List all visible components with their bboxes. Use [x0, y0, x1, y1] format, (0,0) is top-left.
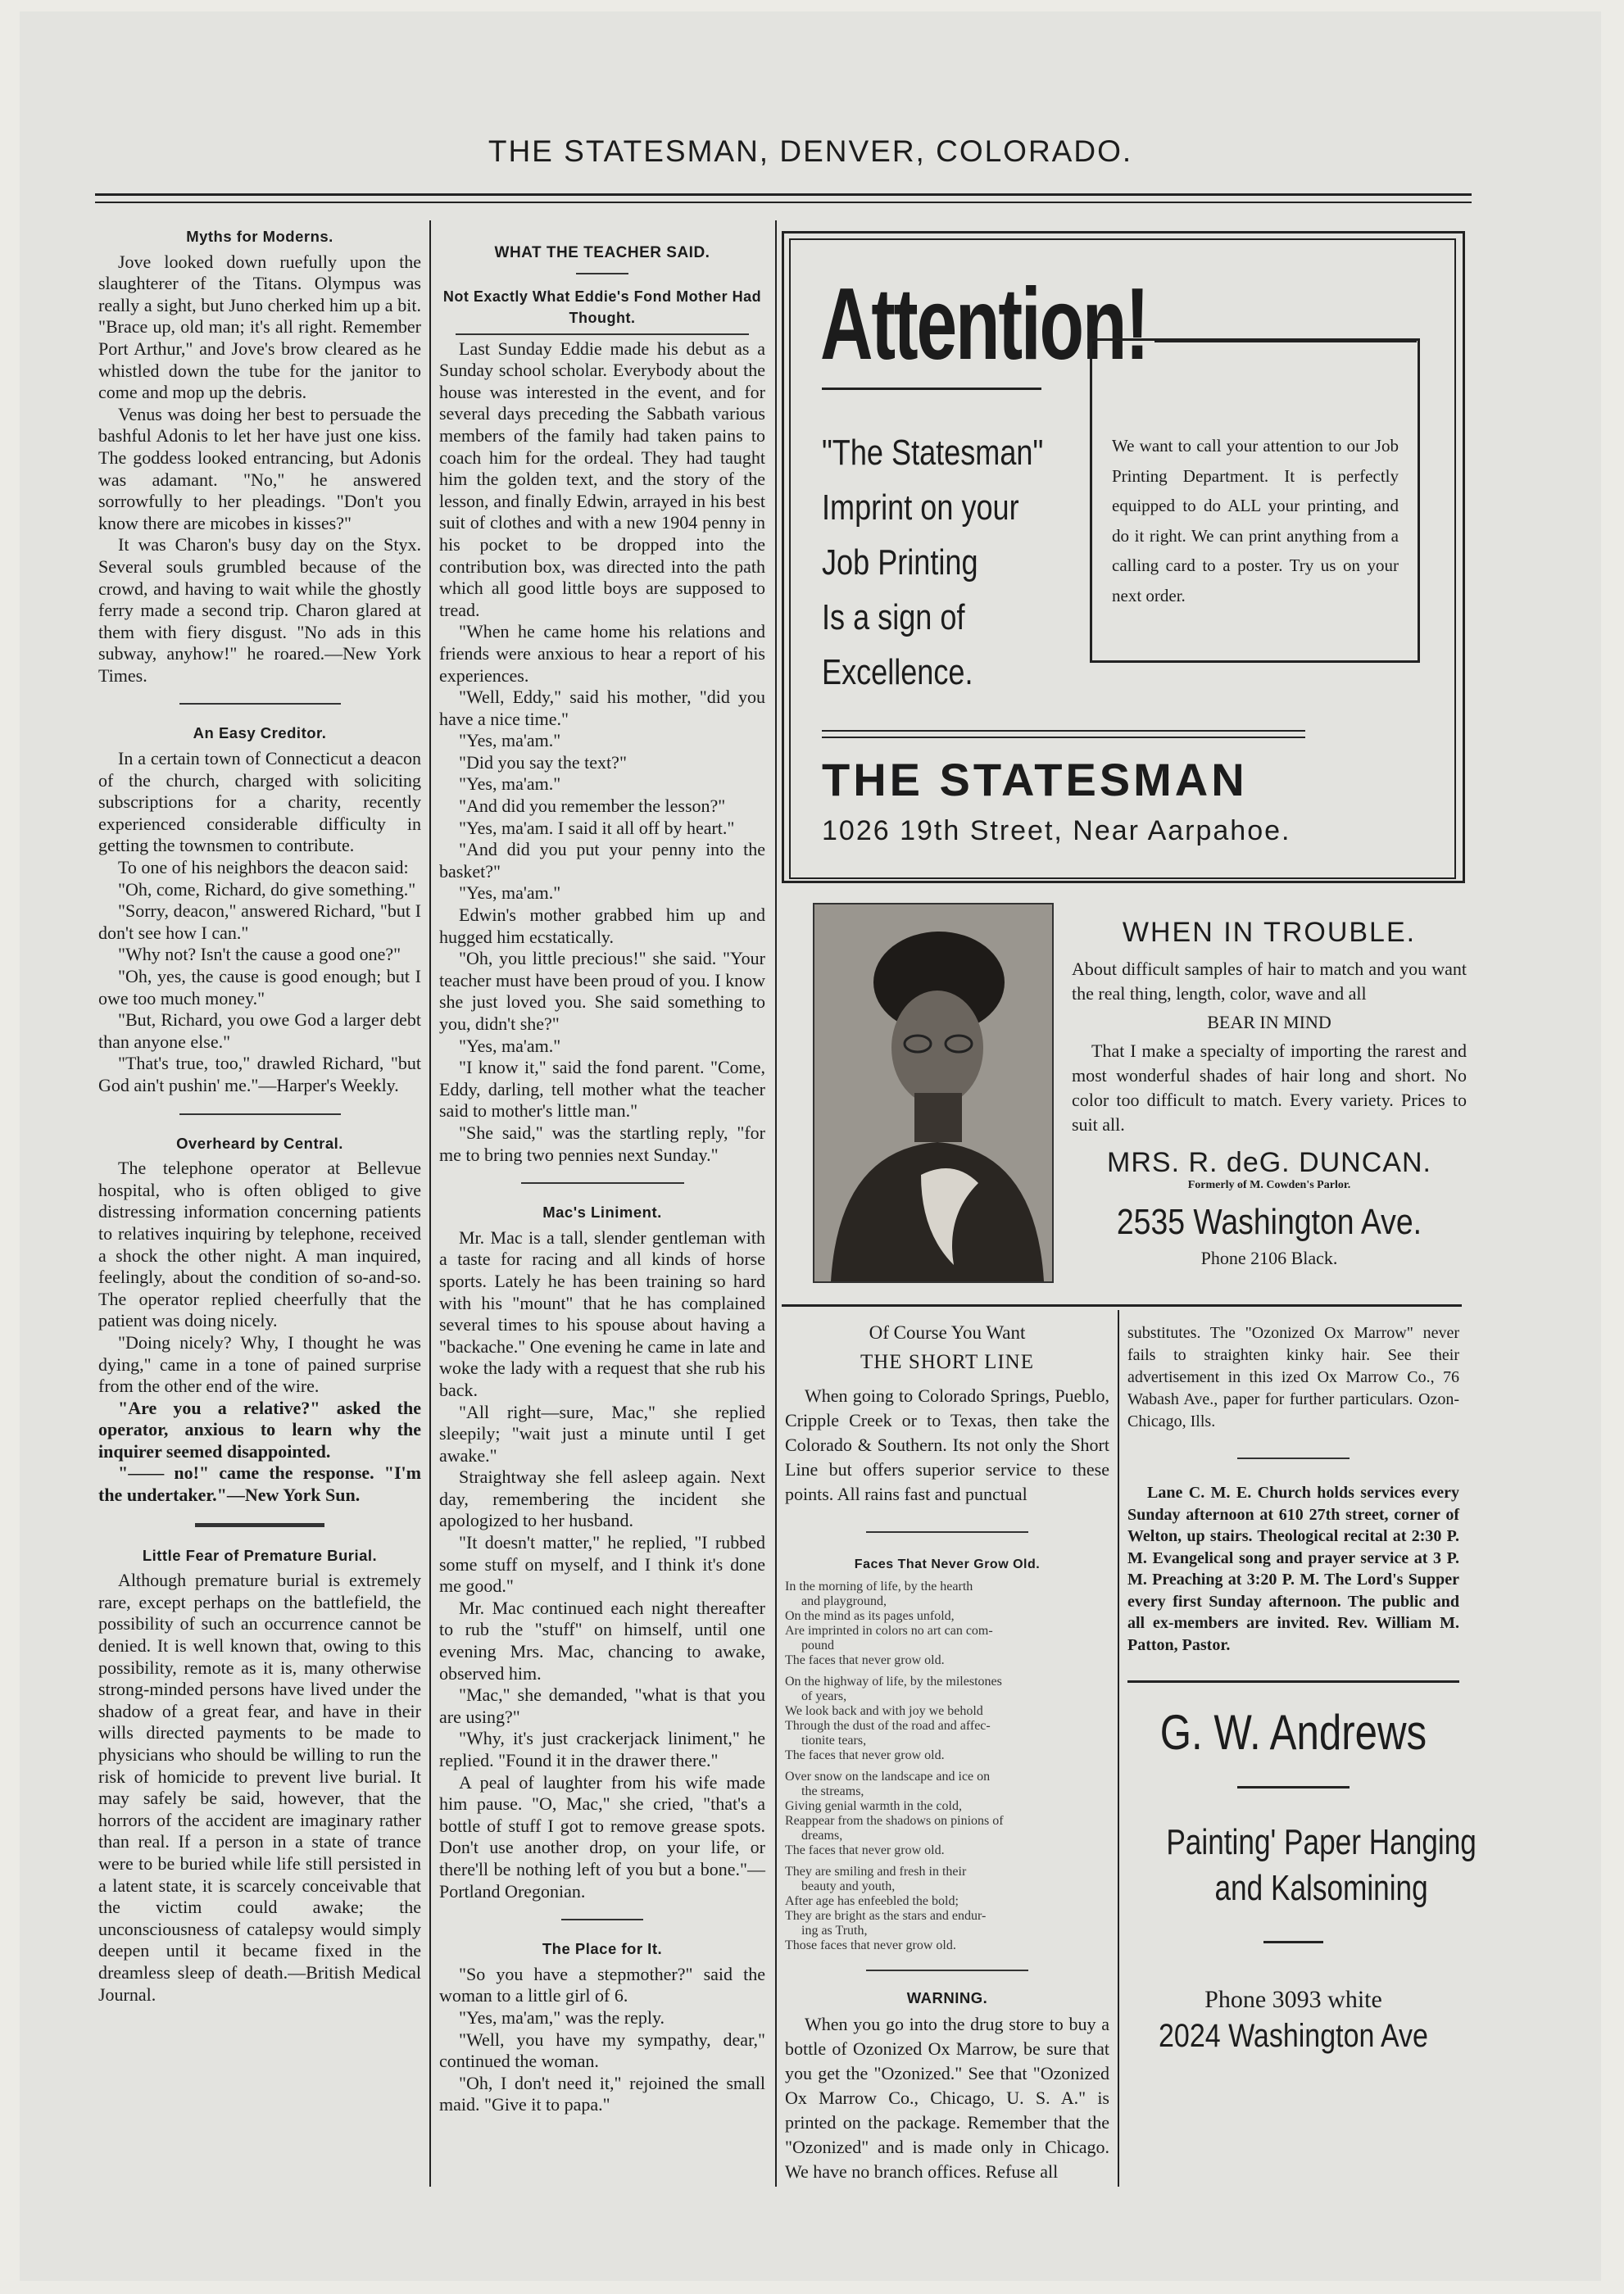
separator: [521, 1182, 684, 1184]
separator: [456, 333, 749, 335]
ad-headline: Attention!: [820, 268, 1148, 381]
separator: [576, 273, 628, 274]
name-rule-2: [822, 737, 1305, 738]
tagline-line: Excellence.: [822, 652, 973, 692]
headline-underline: [822, 388, 1041, 390]
rule: [1263, 1941, 1323, 1943]
shortline-body: When going to Colorado Springs, Pueblo, Cripple Creek or to Texas, then take the Colorado & Southern. Its not only the Short Line but offers superior service to these points. All rains fast and punctual: [785, 1385, 1109, 1504]
poem-line: dreams,: [801, 1828, 843, 1843]
duncan-ad: [1060, 917, 1478, 1269]
separator: [1237, 1458, 1350, 1459]
column-2: [439, 243, 765, 2116]
column-1: [98, 226, 421, 2006]
duncan-body: That I make a specialty of importing the rarest and most wonderful shades of hair long and short. No color too difficult to match. Every variety. Prices to suit all.: [1072, 1040, 1467, 1135]
paragraph: Last Sunday Eddie made his debut as a Sunday school scholar. Everybody about the house was interested in the event, and for several days preceding the Sabbath various members of the family had taken pains to coach him for the ordeal. They had taught him the golden text, and the story of the lesson, and finally Edwin, arrayed in his best suit of clothes and with a new 1904 penny in his pocket to be dropped into the contribution box, was directed into the path which all good little boys are supposed to tread.: [439, 338, 765, 620]
shortline-heading: Of Course You Want: [869, 1322, 1026, 1343]
ozonized-text: substitutes. The "Ozonized Ox Marrow" never fails to straighten kinky hair. See their advertisement in this ized Ox Marrow Co., 76 Wabash Ave., paper for further particulars. Ozon- Chicago, Ills.: [1127, 1324, 1459, 1430]
poem-line: On the mind as its pages unfold,: [785, 1608, 955, 1623]
paragraph: "I know it," said the fond parent. "Come, Eddy, darling, tell mother what the teacher said to mother's little man.": [439, 1057, 765, 1122]
paragraph: "Well, you have my sympathy, dear," continued the woman.: [439, 2029, 765, 2072]
andrews-ad: [1127, 1705, 1477, 2055]
article-title: Mac's Liniment.: [542, 1204, 662, 1222]
duncan-phone: Phone 2106 Black.: [1200, 1248, 1338, 1268]
rule: [1237, 1786, 1350, 1789]
paragraph: "Are you a relative?" asked the operator, anxious to learn why the inquirer seemed disappointed.: [98, 1397, 421, 1462]
paragraph: "Well, Eddy," said his mother, "did you have a nice time.": [439, 687, 765, 729]
paragraph: "When he came home his relations and friends were anxious to hear a report of his experiences.: [439, 621, 765, 686]
paragraph: "Oh, come, Richard, do give something.": [118, 878, 416, 900]
paragraph: "And did you put your penny into the basket?": [439, 839, 765, 882]
poem-line: beauty and youth,: [801, 1879, 896, 1893]
poem-title: Faces That Never Grow Old.: [854, 1557, 1041, 1571]
paragraph: Jove looked down ruefully upon the slaughterer of the Titans. Olympus was really a sight, but Juno cherked him up a bit. "Brace up, old man; it's all right. Remember Port Arthur," and Jove's brow cleared as he whistled down the tube for the janitor to come and mop up the debris.: [98, 251, 421, 403]
poem-line: Over snow on the landscape and ice on: [785, 1769, 991, 1784]
andrews-phone: Phone 3093 white: [1204, 1985, 1382, 2013]
separator: [179, 1113, 341, 1115]
paragraph: The telephone operator at Bellevue hospital, who is often obliged to give distressing information concerning patients to relatives inquiring by telephone, received a shock the other night. A man inquired, feelingly, about the condition of so-and-so. The operator replied cheerfully that the patient was doing nicely.: [98, 1158, 421, 1331]
poem-line: of years,: [801, 1689, 847, 1703]
paragraph: "It doesn't matter," he replied, "I rubbed some stuff on myself, and I think it's done me good.": [439, 1532, 765, 1597]
poem-line: We look back and with joy we behold: [785, 1703, 983, 1718]
paragraph: "Why not? Isn't the cause a good one?": [118, 944, 401, 965]
column-3-lower: [785, 1318, 1109, 2184]
poem-line: The faces that never grow old.: [785, 1843, 945, 1857]
duncan-address: 2535 Washington Ave.: [1116, 1202, 1422, 1242]
column-divider-2: [775, 220, 777, 2187]
shortline-title: THE SHORT LINE: [860, 1351, 1035, 1373]
separator: [561, 1919, 643, 1920]
paragraph: "Did you say the text?": [459, 751, 627, 773]
trade-line: and Kalsomining: [1214, 1867, 1428, 1908]
separator: [866, 1970, 1028, 1971]
poem-line: ing as Truth,: [801, 1923, 868, 1938]
ornament-separator: [195, 1523, 324, 1527]
newspaper-page: [20, 11, 1601, 2281]
paragraph: "Yes, ma'am.": [459, 1035, 561, 1056]
paragraph: Although premature burial is extremely rare, except perhaps on the battlefield, the possibility of such an occurrence cannot be denied. It is well known that, owing to this possibility, remote as it is, many otherwise strong-minded persons have lived under the shadow of a great fear, and have in their wills directed payments to be made to physicians who should be willing to run the risk of homicide to prevent live burial. It may safely be said, however, that the horrors of the accident are imaginary rather than real. If a person in a state of trance were to be buried while life still persisted in a latent state, it is scarcely conceivable that the victim could awake; the unconsciousness of catalepsy would simply deepen until it became fixed in the dreamless sleep of death.—British Medical Journal.: [98, 1570, 421, 2005]
poem-line: They are bright as the stars and endur-: [785, 1908, 987, 1923]
poem-line: Reappear from the shadows on pinions of: [785, 1813, 1004, 1828]
paragraph: "And did you remember the lesson?": [459, 796, 726, 817]
poem-line: The faces that never grow old.: [785, 1748, 945, 1762]
paragraph: Venus was doing her best to persuade the bashful Adonis to let her have just one kiss. The goddess looked entrancing, but Adonis was adamant. "No," he answered sorrowfully to her pleadings. "Don't you know there are micobes in kisses?": [98, 403, 421, 533]
rule: [1127, 1680, 1459, 1683]
paragraph: "Yes, ma'am," was the reply.: [459, 2006, 665, 2028]
tagline-line: Is a sign of: [822, 597, 965, 637]
column-divider-3: [1118, 1310, 1119, 2187]
paragraph: "Oh, yes, the cause is good enough; but I owe too much money.": [98, 966, 421, 1009]
paragraph: "So you have a stepmother?" said the woman to a little girl of 6.: [439, 1963, 765, 2006]
article-title: WHAT THE TEACHER SAID.: [494, 244, 710, 261]
andrews-name: G. W. Andrews: [1159, 1705, 1427, 1760]
statesman-address: 1026 19th Street, Near Aarpahoe.: [822, 815, 1291, 846]
tagline-line: Job Printing: [822, 542, 978, 583]
poem-line: Through the dust of the road and affec-: [785, 1718, 991, 1733]
paragraph: "Mac," she demanded, "what is that you are using?": [439, 1684, 765, 1727]
poem-line: The faces that never grow old.: [785, 1652, 945, 1667]
portrait-image: [814, 904, 1052, 1281]
poem: [785, 1580, 1109, 1953]
paragraph: "But, Richard, you owe God a larger debt than anyone else.": [98, 1009, 421, 1052]
paragraph: Straightway she fell asleep again. Next day, remembering the incident she apologized to her husband.: [439, 1467, 765, 1531]
article-title: The Place for It.: [542, 1940, 663, 1958]
statesman-name: THE STATESMAN: [822, 754, 1248, 805]
paragraph: "Why, it's just crackerjack liniment," he replied. "Found it in the drawer there.": [439, 1728, 765, 1770]
article-title: Myths for Moderns.: [186, 228, 333, 245]
statesman-ad: [782, 231, 1465, 883]
paragraph: To one of his neighbors the deacon said:: [118, 857, 409, 878]
column-divider-1: [429, 220, 431, 2187]
poem-line: Giving genial warmth in the cold,: [785, 1798, 962, 1813]
article-subtitle: Not Exactly What Eddie's Fond Mother Had Thought.: [442, 288, 762, 326]
paragraph: "Yes, ma'am.": [459, 773, 561, 795]
paragraph: "That's true, too," drawled Richard, "but God ain't pushin' me."—Harper's Weekly.: [98, 1053, 421, 1095]
andrews-address: 2024 Washington Ave: [1159, 2018, 1428, 2055]
paragraph: A peal of laughter from his wife made him pause. "O, Mac," she cried, "that's a bottle of stuff I got to remove grease spots. Don't use another drop, on your life, or there'll be nothing left of you but a bone."—Portland Oregonian.: [439, 1771, 765, 1902]
poem-line: On the highway of life, by the milestones: [785, 1674, 1002, 1689]
paragraph: "Doing nicely? Why, I thought he was dying," came in a tone of pained surprise from the other end of the wire.: [98, 1331, 421, 1397]
name-rule: [822, 730, 1305, 732]
warning-body: When you go into the drug store to buy a bottle of Ozonized Ox Marrow, be sure that you get the "Ozonized." See that "Ozonized Ox Marrow Co., Chicago, U. S. A." is printed on the package. Remember that the "Ozonized" and is made only in Chicago. We have no branch offices. Refuse all: [785, 2014, 1109, 2183]
duncan-intro: About difficult samples of hair to match and you want the real thing, length, color, wave and all: [1072, 959, 1467, 1004]
poem-line: Are imprinted in colors no art can com-: [785, 1623, 993, 1638]
poem-line: pound: [801, 1638, 834, 1652]
article-title: An Easy Creditor.: [193, 724, 327, 742]
article-title: Little Fear of Premature Burial.: [142, 1546, 378, 1564]
ad-text-box: [1090, 338, 1420, 663]
separator: [866, 1531, 1028, 1533]
poem-line: They are smiling and fresh in their: [785, 1864, 967, 1879]
paragraph: In a certain town of Connecticut a deacon of the church, charged with soliciting subscriptions for a charity, recently experienced considerable difficulty in getting the townsmen to contribute.: [98, 748, 421, 856]
paragraph: "Yes, ma'am.": [459, 882, 561, 904]
paragraph: It was Charon's busy day on the Styx. Several souls grumbled because of the crowd, and having to wait while the ghostly ferry made a second trip. Charon glared at them with fiery disgust. "No ads in this subway, anyhow!" he roared.—New York Times.: [98, 534, 421, 686]
separator: [179, 703, 341, 705]
paragraph: Mr. Mac is a tall, slender gentleman with a taste for racing and all kinds of horse sports. Lately he has been training so hard with his "mount" that he has complained several times to his spouse about having a "backache." One evening he came in late and woke the lady with a request that she rub his back.: [439, 1226, 765, 1400]
section-rule: [782, 1304, 1462, 1307]
church-notice: Lane C. M. E. Church holds services every Sunday afternoon at 610 27th street, corner of Welton, up stairs. Theological recital at 2:30 P. M. Evangelical song and prayer service at 3 P. M. Preaching at 3:20 P. M. The Lord's Supper every first Sunday afternoon. The public and all ex-members are invited. Rev. William M. Patton, Pastor.: [1127, 1484, 1459, 1654]
bear-in-mind: BEAR IN MIND: [1207, 1012, 1331, 1032]
article-title: Overheard by Central.: [176, 1134, 343, 1152]
portrait-photo: [813, 903, 1054, 1283]
masthead-rule-2: [95, 202, 1472, 203]
paragraph: "Yes, ma'am. I said it all off by heart.": [459, 817, 735, 838]
poem-line: Those faces that never grow old.: [785, 1938, 956, 1952]
ad-tagline: [822, 425, 1043, 700]
poem-line: and playground,: [801, 1594, 887, 1608]
paragraph: Edwin's mother grabbed him up and hugged him ecstatically.: [439, 904, 765, 947]
paragraph: "She said," was the startling reply, "for me to bring two pennies next Sunday.": [439, 1122, 765, 1165]
tagline-line: "The Statesman": [822, 433, 1044, 473]
duncan-formerly: Formerly of M. Cowden's Parlor.: [1187, 1179, 1351, 1191]
duncan-name: MRS. R. deG. DUNCAN.: [1107, 1147, 1431, 1178]
paragraph: Mr. Mac continued each night thereafter to rub the "stuff" on himself, until one evening Mrs. Mac, chancing to awake, observed him.: [439, 1597, 765, 1684]
ad-body-text: We want to call your attention to our Job Printing Department. It is perfectly equipped to do ALL your printing, and do it right. We can print anything from a calling card to a poster. Try us on your next order.: [1112, 436, 1399, 605]
poem-line: tionite tears,: [801, 1733, 867, 1748]
paragraph: "Oh, I don't need it," rejoined the small maid. "Give it to papa.": [439, 2072, 765, 2115]
paragraph: "Sorry, deacon," answered Richard, "but I don't see how I can.": [98, 900, 421, 943]
paragraph: "—— no!" came the response. "I'm the undertaker."—New York Sun.: [98, 1462, 421, 1506]
paragraph: "All right—sure, Mac," she replied sleepily; "wait just a minute until I get awake.": [439, 1401, 765, 1466]
article-title: WARNING.: [906, 1988, 988, 2006]
duncan-headline: WHEN IN TROUBLE.: [1122, 917, 1417, 948]
trade-line: Painting' Paper Hanging: [1166, 1821, 1477, 1862]
column-4-lower: [1127, 1322, 1477, 2055]
andrews-trades: [1166, 1820, 1477, 1911]
paragraph: "Oh, you little precious!" she said. "Your teacher must have been proud of you. I know she just loved you. She said something to you, didn't she?": [439, 948, 765, 1034]
paragraph: "Yes, ma'am.": [459, 730, 561, 751]
poem-line: In the morning of life, by the hearth: [785, 1579, 973, 1594]
poem-line: the streams,: [801, 1784, 864, 1798]
masthead: THE STATESMAN, DENVER, COLORADO.: [488, 134, 1133, 168]
masthead-rule: [95, 193, 1472, 196]
tagline-line: Imprint on your: [822, 487, 1019, 528]
poem-line: After age has enfeebled the bold;: [785, 1893, 959, 1908]
